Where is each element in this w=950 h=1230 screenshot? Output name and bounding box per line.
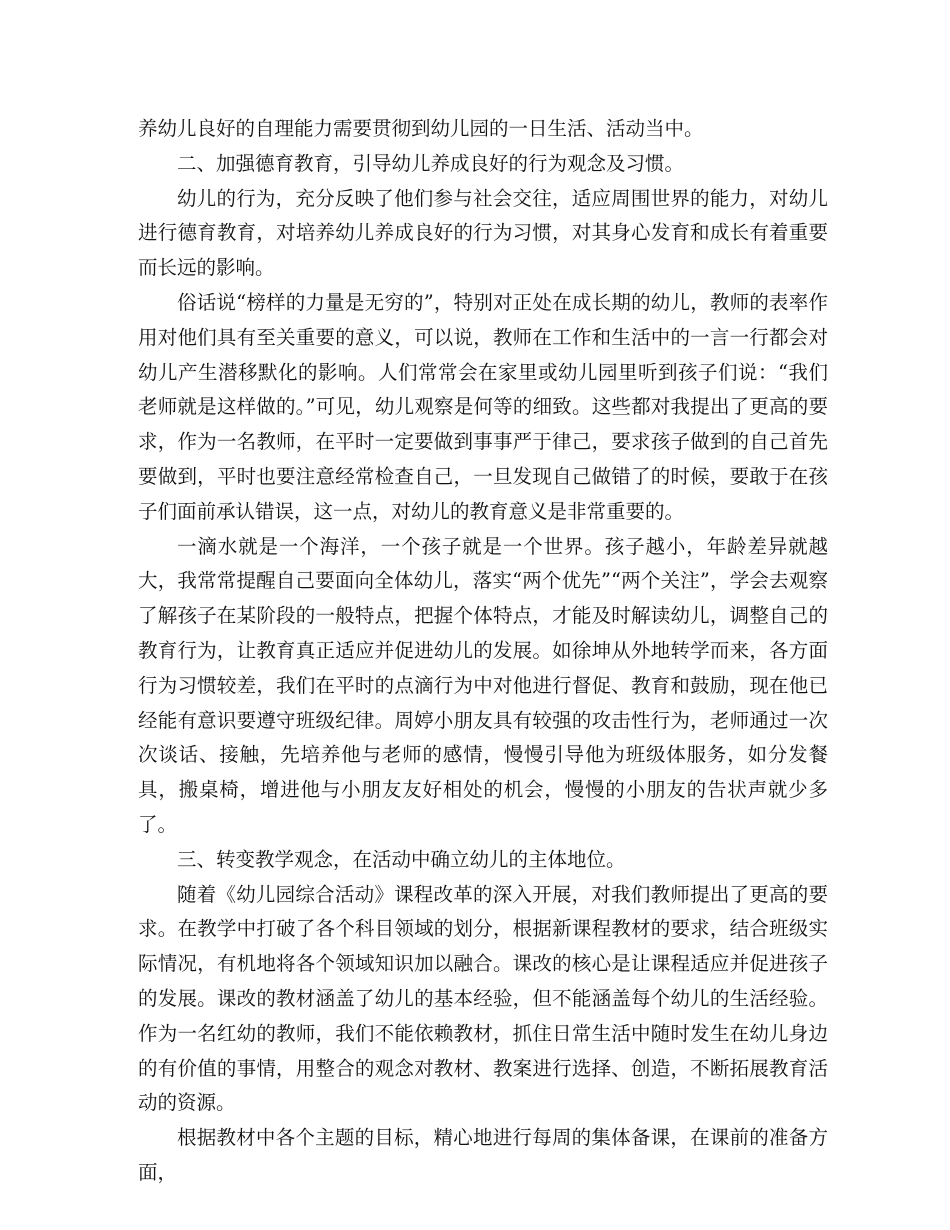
section-heading-3: 三、转变教学观念，在活动中确立幼儿的主体地位。 <box>177 847 626 871</box>
paragraph-4: 俗话说“榜样的力量是无穷的”，特别对正处在成长期的幼儿，教师的表率作用对他们具有至关重要的意义，可以说，教师在工作和生活中的一言一行都会对幼儿产生潜移默化的影响。人们常常会在家里或幼儿园里听到孩子们说：“我们老师就是这样做的。”可见，幼儿观察是何等的细致。这些都对我提出了更高的要求，作为一名教师，在平时一定要做到事事严于律己，要求孩子做到的自己首先要做到，平时也要注意经常检查自己，一旦发现自己做错了的时候，要敢于在孩子们面前承认错误，这一点，对幼儿的教育意义是非常重要的。 <box>138 290 828 523</box>
paragraph-7: 随着《幼儿园综合活动》课程改革的深入开展，对我们教师提出了更高的要求。在教学中打破了各个科目领域的划分，根据新课程教材的要求，结合班级实际情况，有机地将各个领域知识加以融合。课改的核心是让课程适应并促进孩子的发展。课改的教材涵盖了幼儿的基本经验，但不能涵盖每个幼儿的生活经验。作为一名红幼的教师，我们不能依赖教材，抓住日常生活中随时发生在幼儿身边的有价值的事情，用整合的观念对教材、教案进行选择、创造，不断拓展教育活动的资源。 <box>138 882 828 1115</box>
section-heading-2: 二、加强德育教育，引导幼儿养成良好的行为观念及习惯。 <box>177 151 685 175</box>
paragraph-1: 养幼儿良好的自理能力需要贯彻到幼儿园的一日生活、活动当中。 <box>138 117 704 140</box>
paragraph-5: 一滴水就是一个海洋，一个孩子就是一个世界。孩子越小，年龄差异就越大，我常常提醒自己要面向全体幼儿，落实“两个优先”“两个关注”，学会去观察了解孩子在某阶段的一般特点，把握个体特点，才能及时解读幼儿，调整自己的教育行为，让教育真正适应并促进幼儿的发展。如徐坤从外地转学而来，各方面行为习惯较差，我们在平时的点滴行为中对他进行督促、教育和鼓励，现在他已经能有意识要遵守班级纪律。周婷小朋友具有较强的攻击性行为，老师通过一次次谈话、接触，先培养他与老师的感情，慢慢引导他为班级体服务，如分发餐具，搬桌椅，增进他与小朋友友好相处的机会，慢慢的小朋友的告状声就少多了。 <box>138 534 828 836</box>
paragraph-8: 根据教材中各个主题的目标，精心地进行每周的集体备课，在课前的准备方面， <box>138 1126 828 1184</box>
document-body <box>138 112 828 1191</box>
paragraph-3: 幼儿的行为，充分反映了他们参与社会交往，适应周围世界的能力，对幼儿进行德育教育，对培养幼儿养成良好的行为习惯，对其身心发育和成长有着重要而长远的影响。 <box>138 186 828 280</box>
